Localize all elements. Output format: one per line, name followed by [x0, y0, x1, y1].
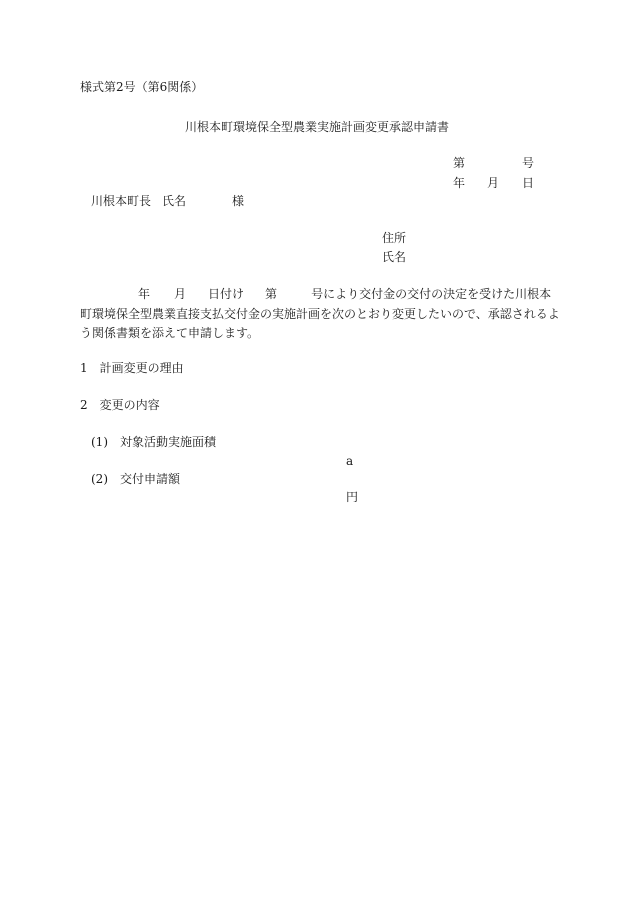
addressee-office: 川根本町長 — [91, 194, 152, 208]
body-line-1-rest: 号により交付金の交付の決定を受けた川根本 — [311, 287, 552, 301]
applicant-name-label: 氏名 — [382, 250, 407, 264]
item-2-unit: 円 — [346, 490, 359, 504]
item-1-unit: a — [346, 454, 354, 468]
body-number-prefix: 第 — [265, 287, 278, 301]
document-title: 川根本町環境保全型農業実施計画変更承認申請書 — [185, 120, 450, 134]
item-2-label: (2) 交付申請額 — [91, 472, 180, 486]
section-1-heading: 1 計画変更の理由 — [80, 361, 184, 375]
body-line-2: 町環境保全型農業直接支払交付金の実施計画を次のとおり変更したいので、承認されるよ — [80, 306, 560, 321]
body-year: 年 — [138, 287, 151, 301]
section-2-heading: 2 変更の内容 — [80, 398, 160, 412]
item-1-label: (1) 対象活動実施面積 — [91, 435, 216, 449]
body-line-1 — [80, 285, 550, 305]
body-dated: 日付け — [208, 287, 245, 301]
number-suffix: 号 — [522, 156, 535, 170]
form-number: 様式第2号（第6関係） — [80, 80, 204, 94]
addressee-name-label: 氏名 — [162, 194, 187, 208]
date-year: 年 — [453, 176, 466, 190]
addressee-honorific: 様 — [232, 194, 245, 208]
date-day: 日 — [522, 176, 535, 190]
number-prefix: 第 — [453, 156, 466, 170]
date-month: 月 — [487, 176, 500, 190]
body-month: 月 — [174, 287, 187, 301]
body-paragraph — [80, 285, 560, 344]
applicant-address-label: 住所 — [382, 231, 407, 245]
body-line-3: う関係書類を添えて申請します。 — [80, 326, 260, 340]
